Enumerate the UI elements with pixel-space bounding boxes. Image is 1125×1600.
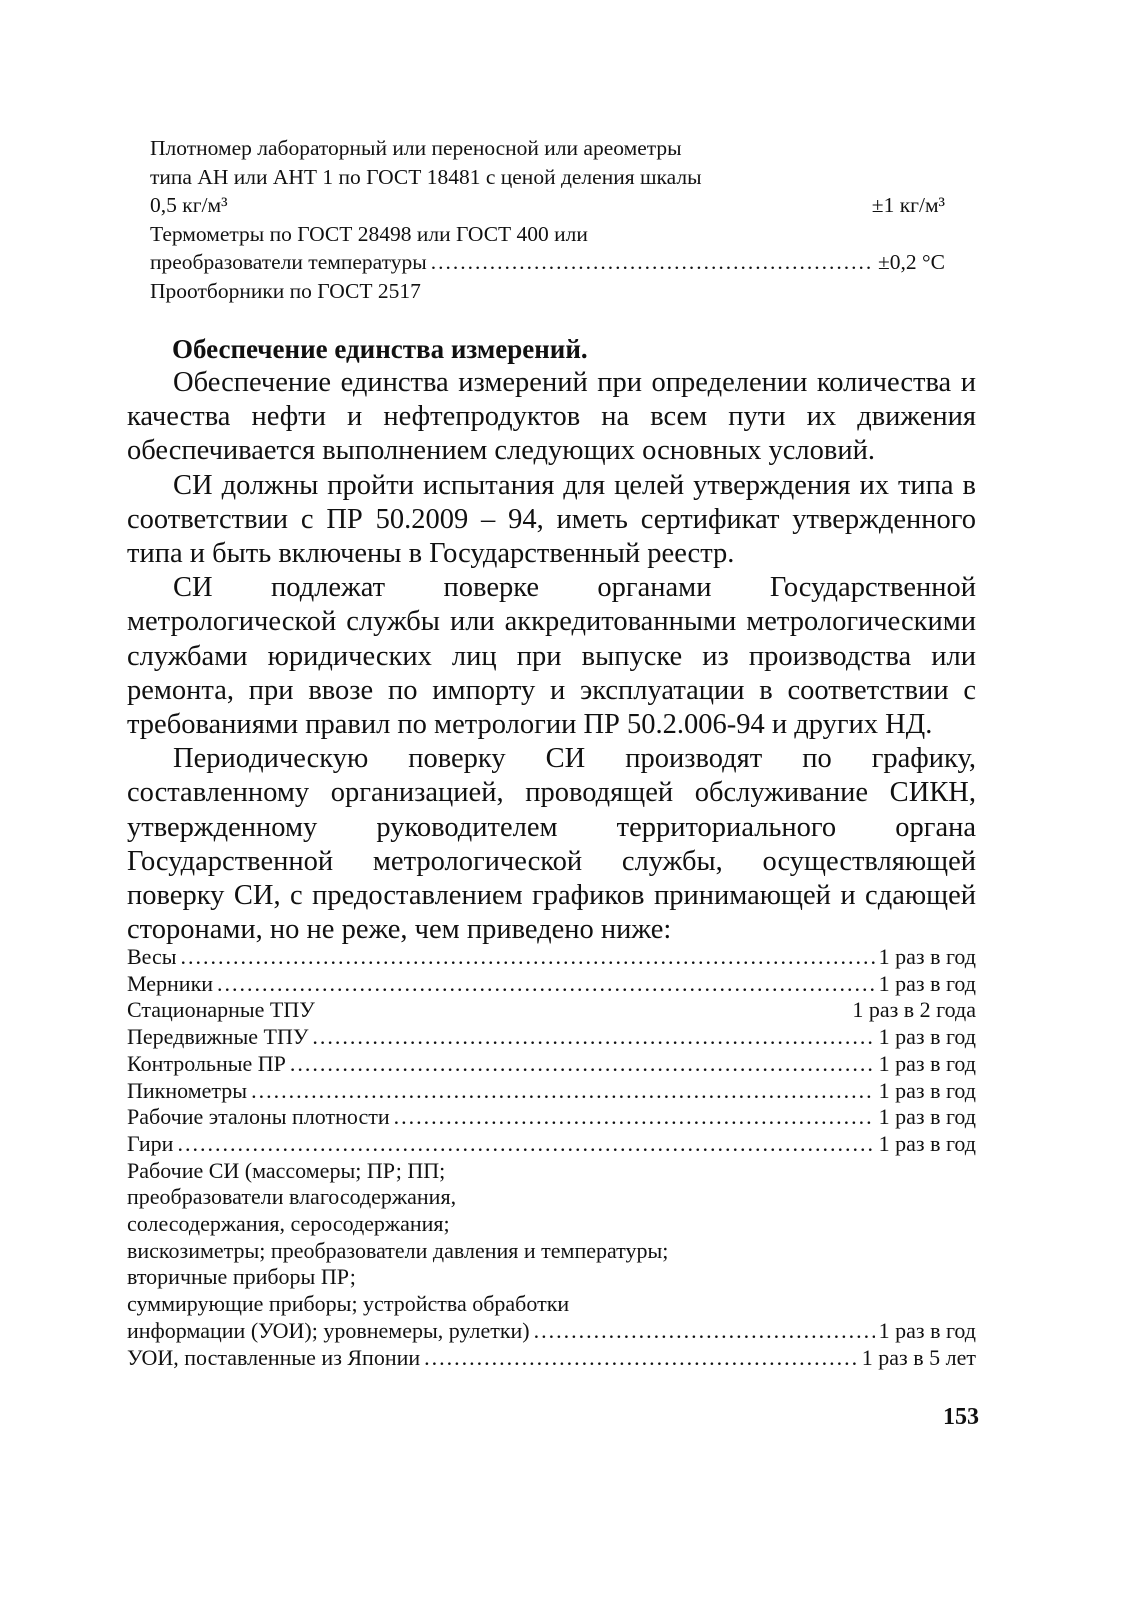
schedule-line: суммирующие приборы; устройства обработки <box>127 1291 570 1317</box>
paragraph: СИ подлежат поверке органами Государственной метрологической службы или аккредитованными метрологическими службами юридических лиц при выпуске из производства или ремонта, при ввозе по импорту и эксплуатации в соответствии с требованиями правил по метрологии ПР 50.2.006-94 и других НД. <box>127 572 976 741</box>
schedule-row <box>127 1078 976 1105</box>
schedule-row-value: 1 раз в год <box>878 1050 976 1076</box>
schedule-row-value: 1 раз в 5 лет <box>861 1344 976 1370</box>
schedule-row-value: 1 раз в год <box>878 1024 976 1050</box>
dot-leader <box>177 1131 874 1158</box>
schedule-row-label: Передвижные ТПУ <box>127 1024 309 1050</box>
schedule-row-value: 1 раз в год <box>878 1104 976 1130</box>
schedule-row-label: Гири <box>127 1130 174 1156</box>
paragraph: СИ должны пройти испытания для целей утверждения их типа в соответствии с ПР 50.2009 – 94, иметь сертификат утвержденного типа и быть включены в Государственный реестр. <box>127 469 976 570</box>
schedule-row-label: УОИ, поставленные из Японии <box>127 1344 421 1370</box>
paragraph: Обеспечение единства измерений при определении количества и качества нефти и нефтепродуктов на всем пути их движения обеспечивается выполнением следующих основных условий. <box>127 367 976 467</box>
schedule-line: преобразователи влагосодержания, <box>127 1184 457 1210</box>
schedule-row <box>127 997 976 1024</box>
equipment-row-value: ±1 кг/м³ <box>871 193 945 217</box>
schedule-row <box>127 1318 976 1345</box>
dot-leader <box>217 971 875 998</box>
schedule-row-label: Стационарные ТПУ <box>127 997 315 1023</box>
section-heading: Обеспечение единства измерений. <box>172 334 588 364</box>
schedule-row <box>127 971 976 998</box>
schedule-line: вискозиметры; преобразователи давления и температуры; <box>127 1237 669 1263</box>
schedule-row-value: 1 раз в год <box>878 1077 976 1103</box>
equipment-row-label: преобразователи температуры <box>150 250 427 274</box>
schedule-row <box>127 1024 976 1051</box>
schedule-row-label: Контрольные ПР <box>127 1050 286 1076</box>
equipment-list <box>150 134 945 305</box>
equipment-row <box>150 191 945 220</box>
equipment-row-value: ±0,2 °С <box>878 250 945 274</box>
dot-leader <box>431 248 874 277</box>
dot-leader <box>394 1104 875 1131</box>
dot-leader <box>251 1078 875 1105</box>
schedule-row-label: информации (УОИ); уровнемеры, рулетки) <box>127 1317 530 1343</box>
schedule-row <box>127 944 976 971</box>
equipment-row-label: 0,5 кг/м³ <box>150 193 228 217</box>
schedule-row-label: Весы <box>127 944 177 969</box>
section-body <box>127 366 976 947</box>
dot-leader <box>181 944 875 971</box>
equipment-line: типа АН или АНТ 1 по ГОСТ 18481 с ценой деления шкалы <box>150 164 702 189</box>
dot-leader <box>312 1024 874 1051</box>
equipment-row <box>150 248 945 277</box>
schedule-row-label: Мерники <box>127 970 214 996</box>
equipment-line: Термометры по ГОСТ 28498 или ГОСТ 400 или <box>150 221 588 246</box>
dot-leader <box>424 1345 858 1372</box>
schedule-line: Рабочие СИ (массомеры; ПР; ПП; <box>127 1157 446 1183</box>
equipment-line: Плотномер лабораторный или переносной или ареометры <box>150 136 682 160</box>
schedule-line: солесодержания, серосодержания; <box>127 1211 450 1237</box>
verification-schedule <box>127 944 976 1371</box>
schedule-row <box>127 1131 976 1158</box>
schedule-row <box>127 1051 976 1078</box>
schedule-row-label: Рабочие эталоны плотности <box>127 1104 390 1130</box>
page-number: 153 <box>943 1404 979 1430</box>
schedule-line: вторичные приборы ПР; <box>127 1264 356 1290</box>
paragraph: Периодическую поверку СИ производят по графику, составленному организацией, проводящей обслуживание СИКН, утвержденному руководителем территориального органа Государственной метрологической службы, осуществляющей поверку СИ, с предоставлением графиков принимающей и сдающей сторонами, но не реже, чем приведено ниже: <box>127 743 976 946</box>
schedule-row-value: 1 раз в 2 года <box>852 997 976 1023</box>
dot-leader <box>534 1318 875 1345</box>
schedule-row <box>127 1104 976 1131</box>
schedule-row <box>127 1345 976 1372</box>
schedule-row-label: Пикнометры <box>127 1077 248 1103</box>
schedule-row-value: 1 раз в год <box>878 1317 976 1343</box>
schedule-row-value: 1 раз в год <box>878 1130 976 1156</box>
schedule-row-value: 1 раз в год <box>878 944 976 969</box>
schedule-row-value: 1 раз в год <box>878 970 976 996</box>
equipment-line: Проотборники по ГОСТ 2517 <box>150 278 421 303</box>
dot-leader <box>290 1051 875 1078</box>
